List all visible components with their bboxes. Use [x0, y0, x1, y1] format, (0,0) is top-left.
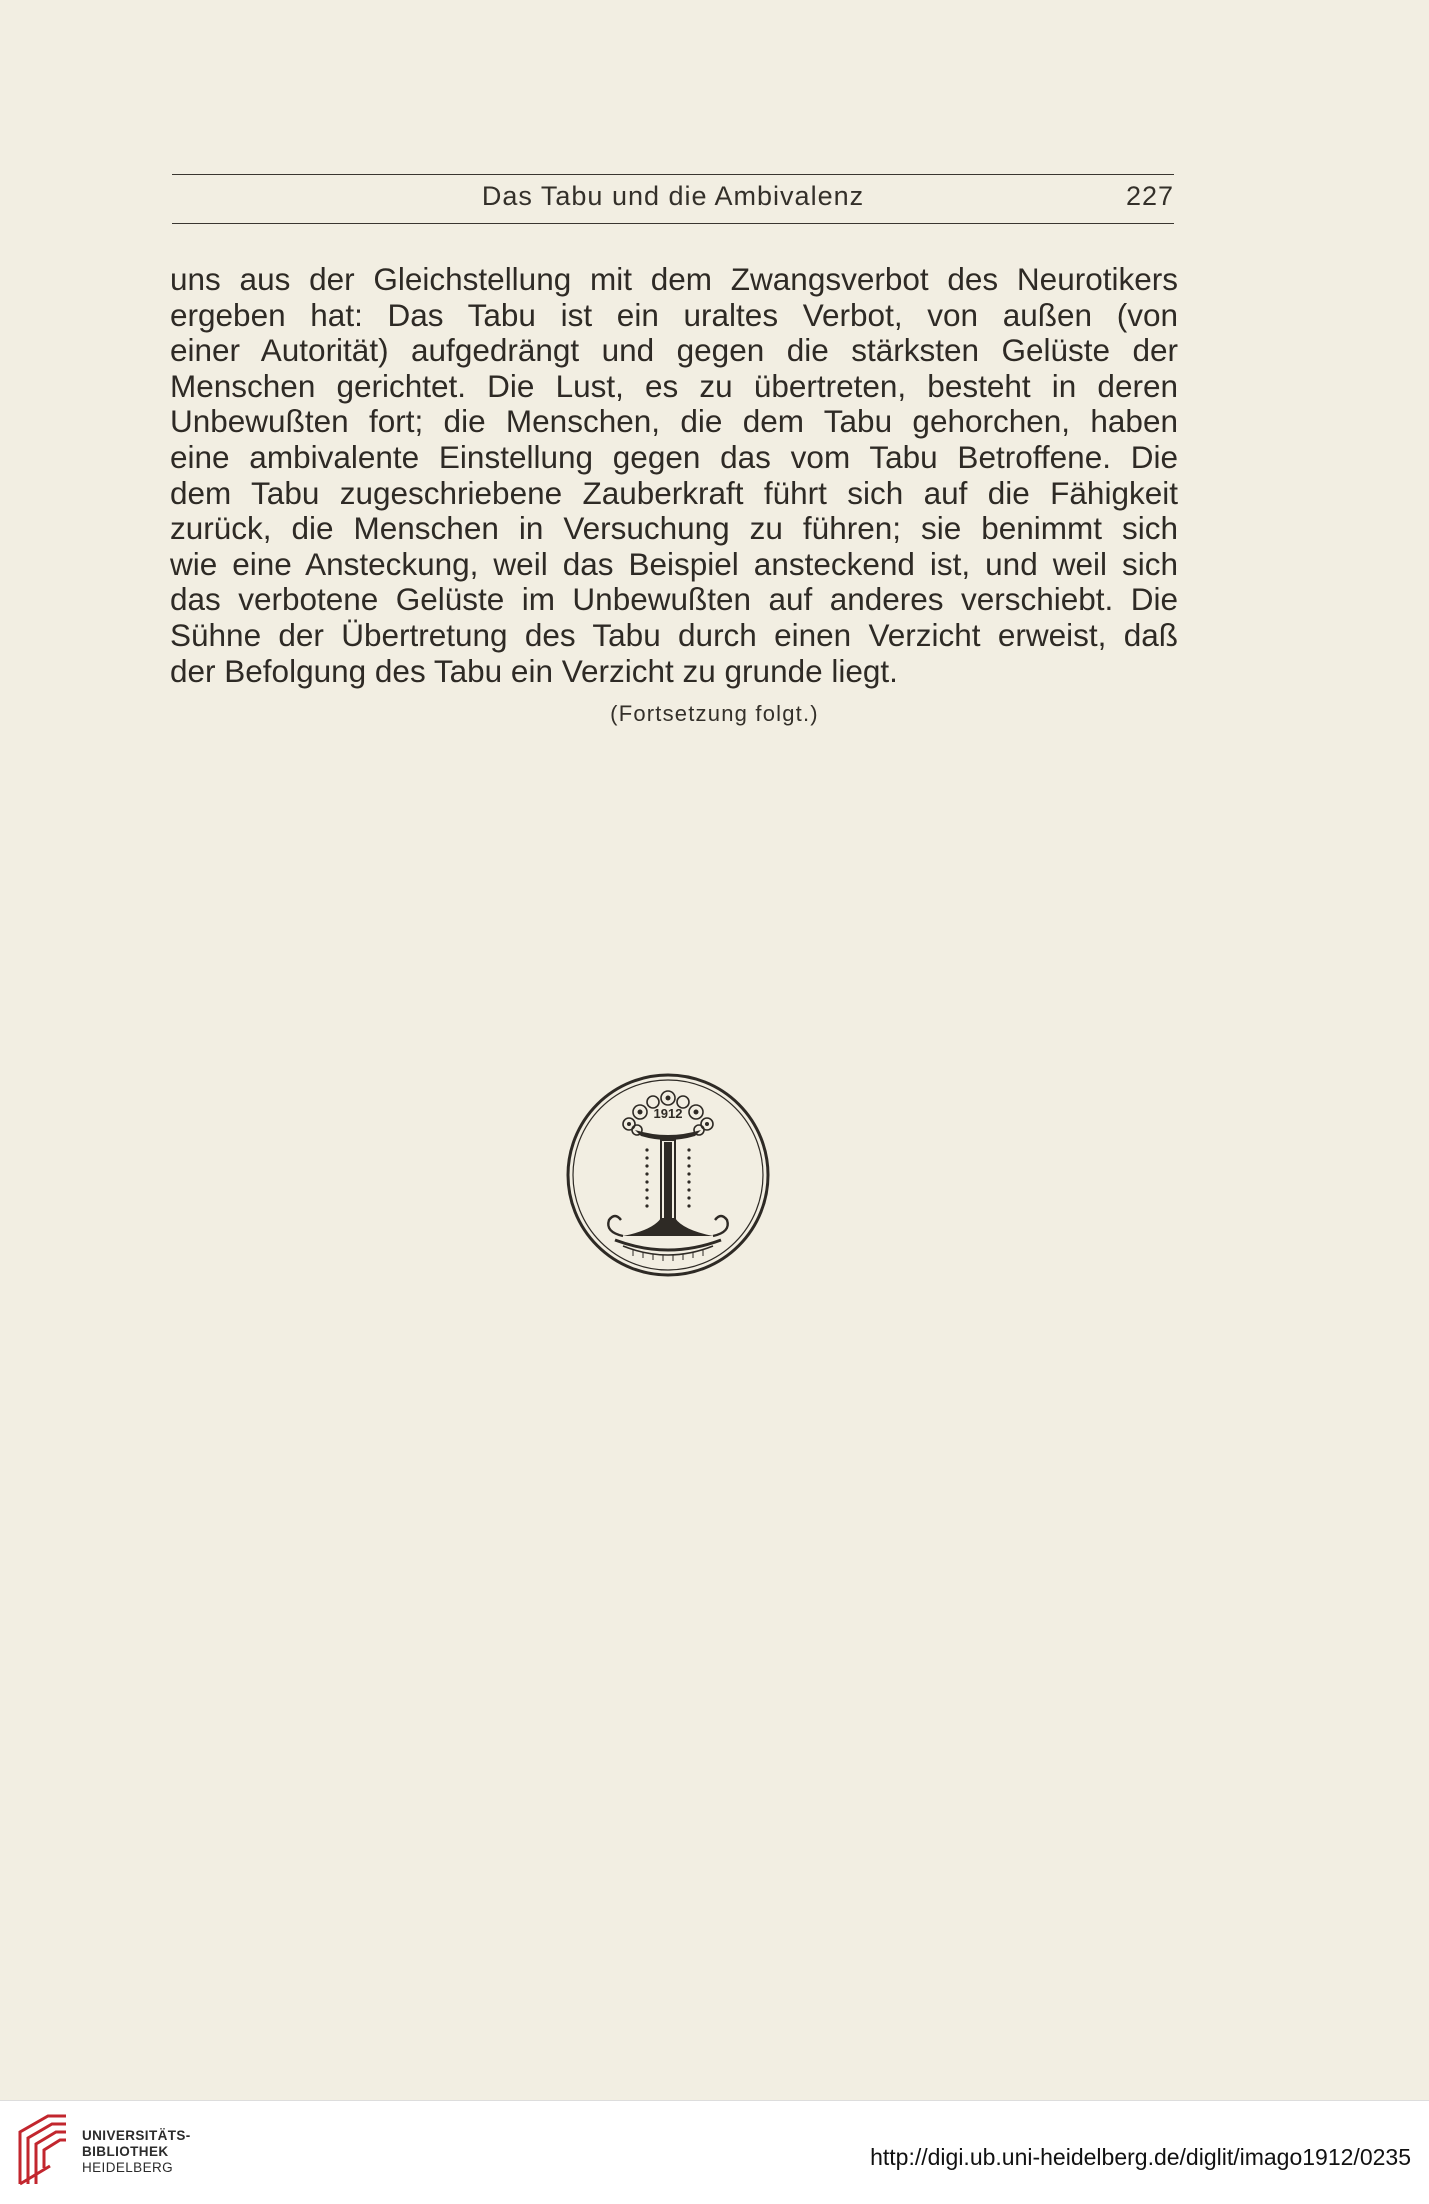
source-url-link[interactable]: http://digi.ub.uni-heidelberg.de/diglit/imago1912/0235 [870, 2144, 1411, 2170]
text-line: Menschen gerichtet. Die Lust, es zu übertreten, besteht in deren [170, 367, 1178, 404]
text-line: wie eine Ansteckung, weil das Beispiel ansteckend ist, und weil sich [170, 545, 1178, 582]
emblem-year: 1912 [653, 1106, 683, 1121]
text-line: eine ambivalente Einstellung gegen das vom Tabu Betroffene. Die [170, 438, 1178, 475]
text-line: Sühne der Übertretung des Tabu durch einen Verzicht erweist, daß [170, 616, 1178, 653]
header-rule-top [172, 174, 1174, 175]
library-name [82, 2128, 191, 2176]
text-line: Unbewußten fort; die Menschen, die dem Tabu gehorchen, haben [170, 403, 1178, 440]
library-name-line: BIBLIOTHEK [82, 2144, 169, 2159]
page-number: 227 [1125, 181, 1174, 211]
header-rule-bottom [172, 223, 1174, 224]
text-line: der Befolgung des Tabu ein Verzicht zu grunde liegt. [170, 652, 898, 689]
continuation-note: (Fortsetzung folgt.) [610, 701, 819, 726]
body-paragraph [170, 262, 1178, 689]
library-name-line: UNIVERSITÄTS- [82, 2128, 191, 2143]
text-line: einer Autorität) aufgedrängt und gegen die stärksten Gelüste der [170, 332, 1178, 369]
text-line: zurück, die Menschen in Versuchung zu führen; sie benimmt sich [170, 510, 1178, 547]
ub-heidelberg-logo-icon [14, 2110, 72, 2190]
vignette-vase-icon [563, 1070, 773, 1280]
text-line: das verbotene Gelüste im Unbewußten auf anderes verschiebt. Die [170, 581, 1178, 618]
text-line: uns aus der Gleichstellung mit dem Zwangsverbot des Neurotikers [170, 261, 1178, 297]
text-line: ergeben hat: Das Tabu ist ein uraltes Verbot, von außen (von [170, 296, 1178, 333]
text-line: dem Tabu zugeschriebene Zauberkraft führt sich auf die Fähigkeit [170, 474, 1178, 511]
library-name-line: HEIDELBERG [82, 2160, 174, 2175]
running-head-title: Das Tabu und die Ambivalenz [481, 181, 865, 211]
